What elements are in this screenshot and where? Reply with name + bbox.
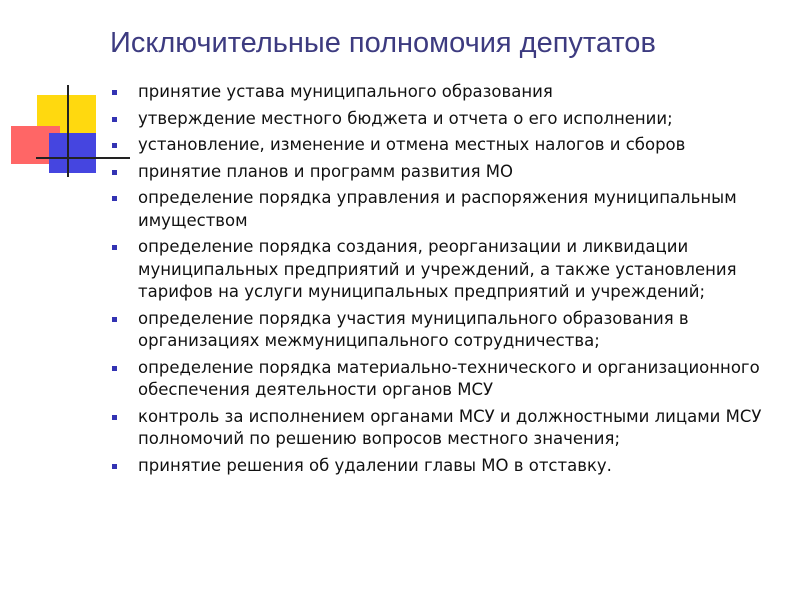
bullet-text: принятие планов и программ развития МО [138,161,513,181]
bullet-text: определение порядка материально-технического и организационного обеспечения деятельности органов МСУ [138,357,760,399]
square-bullet-icon [112,317,117,322]
square-bullet-icon [112,366,117,371]
bullet-text: принятие устава муниципального образования [138,82,553,101]
square-bullet-icon [112,143,117,148]
bullet-text: определение порядка участия муниципального образования в организациях межмуниципального сотрудничества; [138,308,689,350]
bullet-text: утверждение местного бюджета и отчета о его исполнении; [138,108,673,128]
square-bullet-icon [112,464,117,469]
bullet-item [112,81,780,104]
bullet-text: определение порядка управления и распоряжения муниципальным имуществом [138,188,737,230]
square-bullet-icon [112,196,117,201]
bullet-item [112,308,780,353]
bullet-item [112,357,780,402]
deco-blue-square [49,133,96,173]
square-bullet-icon [112,170,117,175]
bullet-text: установление, изменение и отмена местных налогов и сборов [138,135,686,154]
bullet-item [112,236,780,304]
bullet-item [112,187,780,232]
square-bullet-icon [112,117,117,122]
bullet-item [112,406,780,451]
bullet-item [112,161,780,184]
bullet-item [112,134,780,157]
square-bullet-icon [112,245,117,250]
bullet-text: принятие решения об удалении главы МО в отставку. [138,455,612,475]
bullet-item [112,455,780,478]
bullet-list [112,81,780,481]
bullet-item [112,108,780,131]
square-bullet-icon [112,90,117,95]
bullet-text: определение порядка создания, реорганизации и ликвидации муниципальных предприятий и учреждений, а также установления тарифов на услуги муниципальных предприятий и учреждений; [138,237,737,301]
deco-vertical-line [67,85,69,177]
slide-title: Исключительные полномочия депутатов [110,27,656,59]
bullet-text: контроль за исполнением органами МСУ и должностными лицами МСУ полномочий по решению вопросов местного значения; [138,406,762,448]
square-bullet-icon [112,415,117,420]
